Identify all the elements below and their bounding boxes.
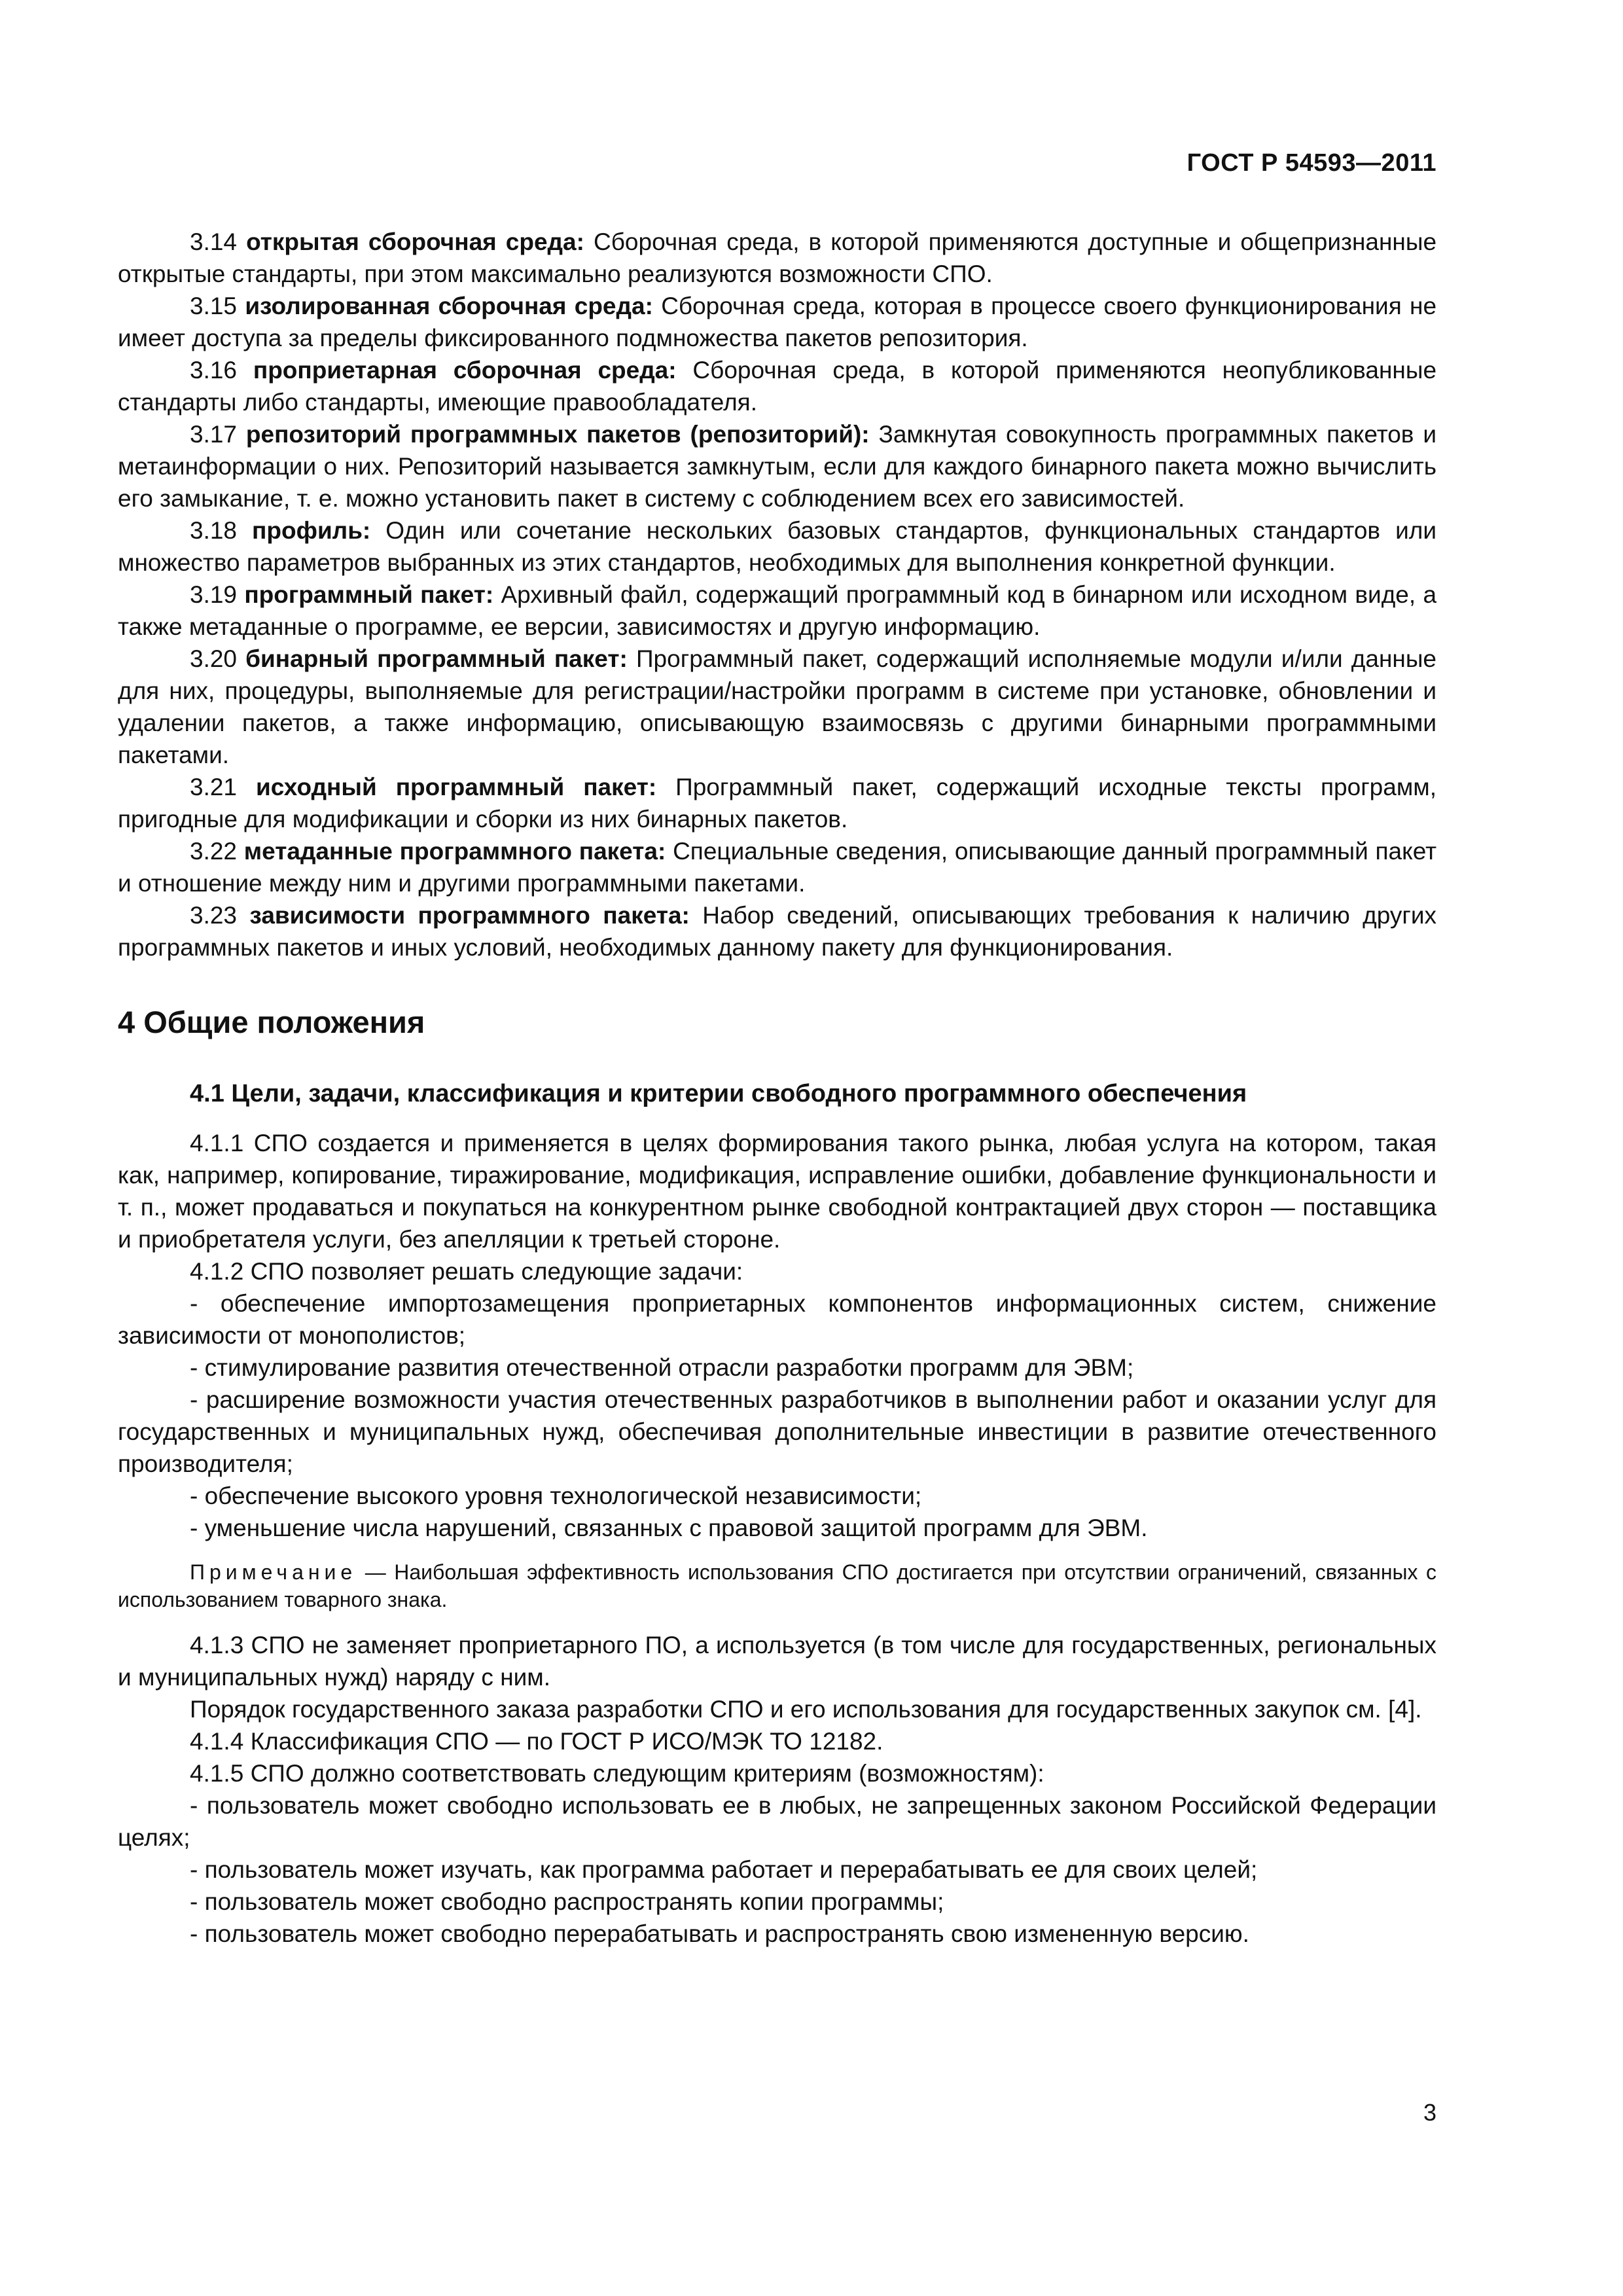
list-item: - стимулирование развития отечественной отрасли разработки программ для ЭВМ; [190,1354,1134,1381]
term-title: открытая сборочная среда: [246,228,584,255]
list-item: - обеспечение высокого уровня технологической независимости; [190,1482,922,1509]
list-item: - пользователь может свободно использовать ее в любых, не запрещенных законом Российской Федерации целях; [118,1792,1436,1851]
term-3-23: 3.23 зависимости программного пакета: Набор сведений, описывающих требования к наличию других программных пакетов и иных условий, необходимых данному пакету для функционирования. [118,902,1437,961]
subsection-heading: 4.1 Цели, задачи, классификация и критерии свободного программного обеспечения [190,1080,1247,1107]
term-title: бинарный программный пакет: [245,645,628,672]
term-title: программный пакет: [244,581,494,608]
term-title: изолированная сборочная среда: [245,293,653,319]
term-3-17: 3.17 репозиторий программных пакетов (репозиторий): Замкнутая совокупность программных пакетов и метаинформации о них. Репозиторий называется замкнутым, если для каждого бинарного пакета можно вычислить его замыкание, т. е. можно установить пакет в систему с соблюдением всех его зависимостей. [118,421,1436,512]
term-title: исходный программный пакет: [255,774,657,800]
term-3-16: 3.16 проприетарная сборочная среда: Сборочная среда, в которой применяются неопубликованные стандарты либо стандарты, имеющие правообладателя. [118,357,1437,416]
term-title: проприетарная сборочная среда: [253,357,677,384]
note-label: Примечание [190,1560,357,1584]
paragraph-4-1-2: 4.1.2 СПО позволяет решать следующие задачи: [190,1258,743,1285]
list-item: - пользователь может свободно перерабатывать и распространять свою измененную версию. [190,1920,1249,1947]
term-3-20: 3.20 бинарный программный пакет: Программный пакет, содержащий исполняемые модули и/или данные для них, процедуры, выполняемые для регистрации/настройки программ в системе при установке, обновлении и удалении пакетов, а также информацию, описывающую взаимосвязь с другими бинарными программными пакетами. [118,645,1436,768]
list-item: - пользователь может свободно распространять копии программы; [190,1888,944,1915]
term-title: профиль: [252,517,371,544]
term-3-21: 3.21 исходный программный пакет: Программный пакет, содержащий исходные тексты программ, пригодные для модификации и сборки из них бинарных пакетов. [118,774,1436,833]
term-title: зависимости программного пакета: [249,902,690,929]
document-identifier: ГОСТ Р 54593—2011 [1186,149,1436,177]
document-page [118,0,1436,2296]
tasks-list [118,1287,1436,1544]
term-3-15: 3.15 изолированная сборочная среда: Сборочная среда, которая в процессе своего функционирования не имеет доступа за пределы фиксированного подмножества пакетов репозитория. [118,293,1437,351]
term-3-19: 3.19 программный пакет: Архивный файл, содержащий программный код в бинарном или исходном виде, а также метаданные о программе, ее версии, зависимостях и другую информацию. [118,581,1437,640]
list-item: - пользователь может изучать, как программа работает и перерабатывать ее для своих целей; [190,1856,1258,1883]
note-text: — Наибольшая эффективность использования СПО достигается при отсутствии ограничений, связанных с использованием товарного знака. [118,1560,1436,1611]
document-body [118,226,1436,1950]
term-title: метаданные программного пакета: [243,838,666,865]
criteria-list [118,1789,1436,1950]
paragraph-4-1-5: 4.1.5 СПО должно соответствовать следующим критериям (возможностям): [190,1760,1044,1787]
page-number: 3 [1423,2099,1436,2126]
term-3-22: 3.22 метаданные программного пакета: Специальные сведения, описывающие данный программный пакет и отношение между ним и другими программными пакетами. [118,838,1437,897]
paragraph-4-1-3: 4.1.3 СПО не заменяет проприетарного ПО, а используется (в том числе для государственных, региональных и муниципальных нужд) наряду с ним. [118,1632,1436,1691]
paragraph-4-1-3-procurement: Порядок государственного заказа разработки СПО и его использования для государственных закупок см. [4]. [190,1696,1422,1723]
paragraph-4-1-1: 4.1.1 СПО создается и применяется в целях формирования такого рынка, любая услуга на котором, такая как, например, копирование, тиражирование, модификация, исправление ошибки, добавление функциональности и т. п., может продаваться и покупаться на конкурентном рынке свободной контрактацией двух сторон — поставщика и приобретателя услуги, без апелляции к третьей стороне. [118,1130,1436,1253]
paragraph-4-1-4: 4.1.4 Классификация СПО — по ГОСТ Р ИСО/МЭК ТО 12182. [190,1728,883,1755]
list-item: - расширение возможности участия отечественных разработчиков в выполнении работ и оказании услуг для государственных и муниципальных нужд, обеспечивая дополнительные инвестиции в развитие отечественного производителя; [118,1386,1436,1477]
term-title: репозиторий программных пакетов (репозиторий): [245,421,870,448]
list-item: - обеспечение импортозамещения проприетарных компонентов информационных систем, снижение зависимости от монополистов; [118,1290,1436,1349]
terms-list [118,226,1436,963]
note [118,1558,1436,1613]
section-heading: 4 Общие положения [118,1005,425,1039]
term-3-14: 3.14 открытая сборочная среда: Сборочная среда, в которой применяются доступные и общепризнанные открытые стандарты, при этом максимально реализуются возможности СПО. [118,228,1437,287]
term-3-18: 3.18 профиль: Один или сочетание нескольких базовых стандартов, функциональных стандартов или множество параметров выбранных из этих стандартов, необходимых для выполнения конкретной функции. [118,517,1437,576]
list-item: - уменьшение числа нарушений, связанных с правовой защитой программ для ЭВМ. [190,1515,1148,1541]
